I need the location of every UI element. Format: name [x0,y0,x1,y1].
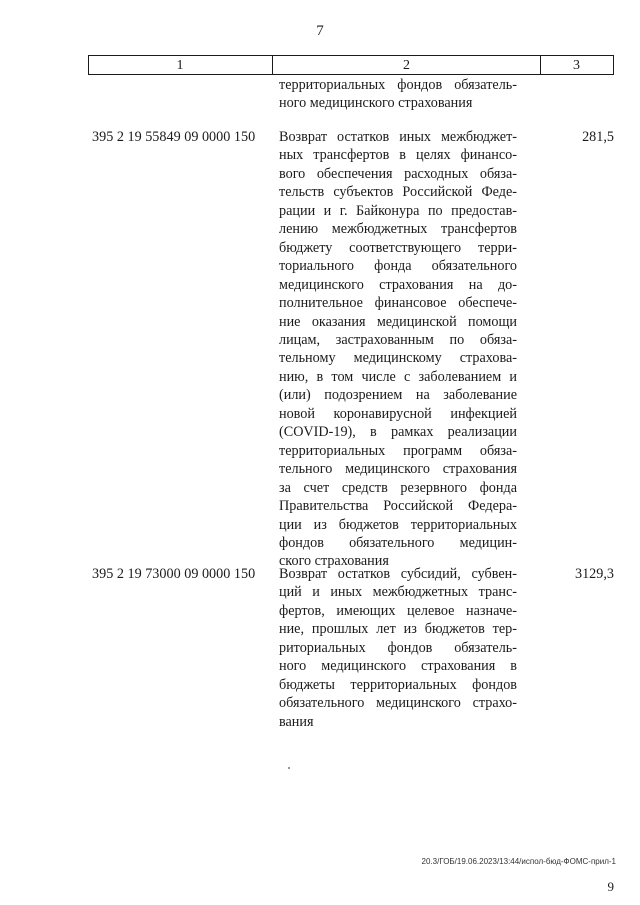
text-line: ние оказания медицинской помощи [279,313,517,330]
sheet-number: 9 [607,879,614,894]
text-line: лицам, застрахованным по обяза- [279,331,517,348]
text-line: ного медицинского страхования в [279,658,517,675]
text-line: (COVID-19), в рамках реализации [279,424,517,441]
text-line: нию, в том числе с заболеванием и [279,368,517,385]
text-line: бюджеты территориальных фондов [279,676,517,693]
table-header [88,55,614,75]
column-header-2: 2 [272,56,541,74]
text-line: (или) подозрением на заболевание [279,387,517,404]
text-line: обязательного медицинского страхо- [279,695,517,712]
text-line: ториального фонда обязательного [279,258,517,275]
text-line: фондов обязательного медицин- [279,534,517,551]
row-description [279,565,517,731]
budget-code: 395 2 19 73000 09 0000 150 [92,566,256,582]
text-line: Возврат остатков субсидий, субвен- [279,566,517,582]
text-line: тельному медицинскому страхова- [279,350,517,367]
text-line: Правительства Российской Федера- [279,498,517,515]
text-line: полнительное финансовое обеспече- [279,295,517,312]
text-line: тельного медицинского страхования [279,461,517,478]
text-line: за счет средств резервного фонда [279,479,517,496]
continued-description [279,76,517,113]
text-line: ции из бюджетов территориальных [279,516,517,533]
row-description [279,128,517,571]
text-line: вания [279,713,314,730]
column-header-3: 3 [573,58,580,73]
column-header-1: 1 [176,58,184,73]
budget-code: 395 2 19 55849 09 0000 150 [92,129,256,145]
text-line: Возврат остатков иных межбюджет- [279,129,517,145]
document-reference: 20.3/ГОБ/19.06.2023/13:44/испол-бюд-ФОМС-прил-1 [421,857,616,866]
text-line: рации и г. Байконура по предостав- [279,202,517,219]
text-line: бюджету соответствующего терри- [279,239,517,256]
text-line: ского страхования [279,553,389,570]
amount: 281,5 [582,129,614,145]
text-line: ций и иных межбюджетных транс- [279,584,517,601]
text-line: новой коронавирусной инфекцией [279,405,517,422]
scan-speck [288,767,290,769]
text-line: ных трансфертов в целях финансо- [279,147,517,164]
text-line: ного медицинского страхования [279,95,473,112]
text-line: риториальных фондов обязатель- [279,639,517,656]
text-line: территориальных фондов обязатель- [279,77,517,93]
text-line: вого обеспечения расходных обяза- [279,165,517,182]
amount: 3129,3 [574,566,614,582]
text-line: ние, прошлых лет из бюджетов тер- [279,621,517,638]
page-number: 7 [316,23,324,39]
text-line: тельств субъектов Российской Феде- [279,184,517,201]
text-line: фертов, имеющих целевое назначе- [279,602,517,619]
text-line: медицинского страхования на до- [279,276,517,293]
text-line: территориальных программ обяза- [279,442,517,459]
text-line: лению межбюджетных трансфертов [279,221,517,238]
